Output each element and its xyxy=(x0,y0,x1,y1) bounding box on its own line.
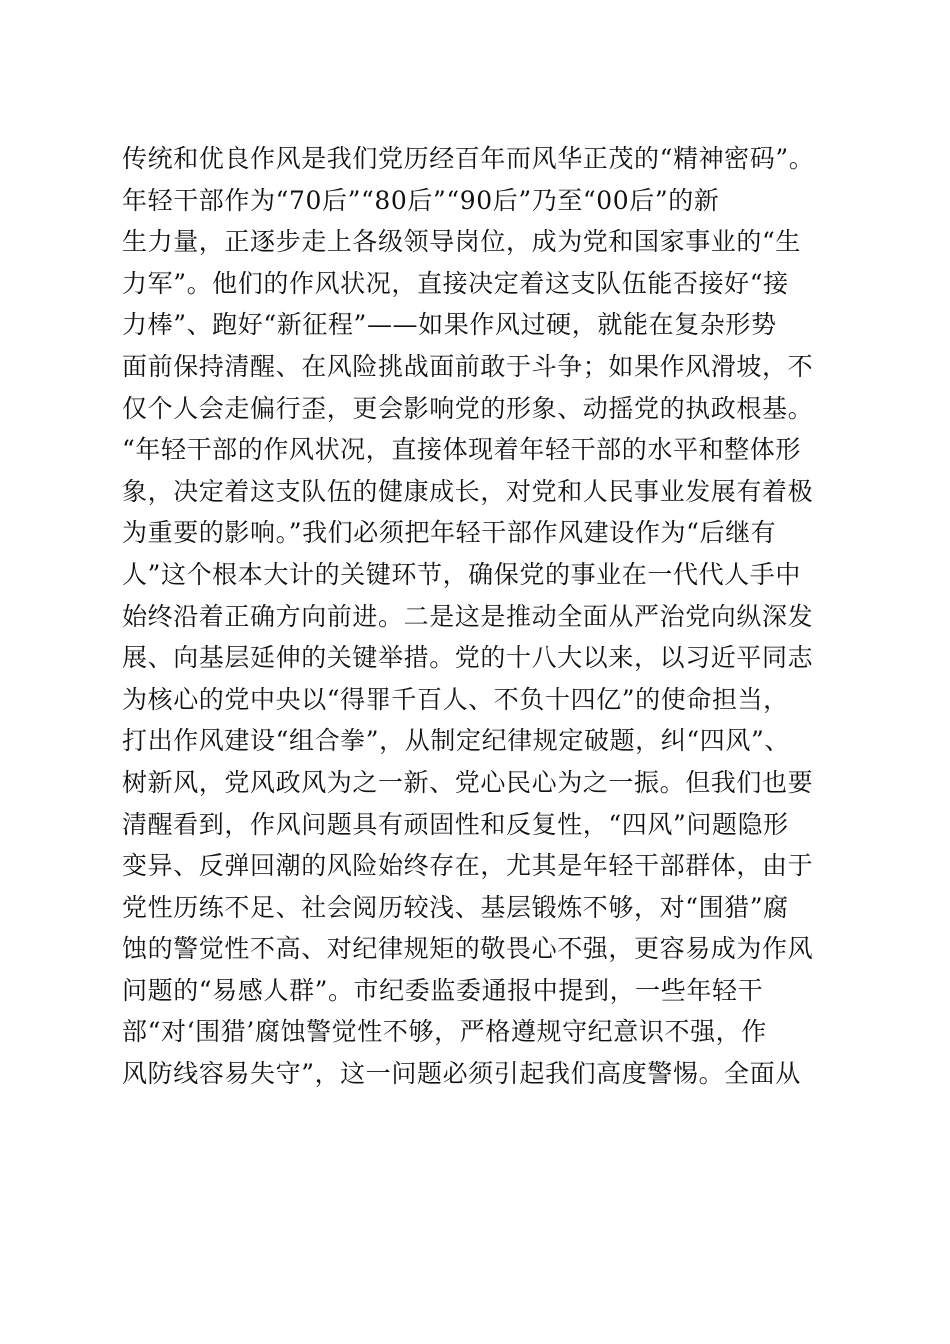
body-text xyxy=(122,138,832,1095)
text-line-19: 党性历练不足、社会阅历较浅、基层锻炼不够，对“围猎”腐 xyxy=(122,892,789,922)
text-line-20: 蚀的警觉性不高、对纪律规矩的敬畏心不强，更容易成为作风 xyxy=(122,934,814,964)
text-line-13: 展、向基层延伸的关键举措。党的十八大以来，以习近平同志 xyxy=(122,643,814,673)
text-line-6: 面前保持清醒、在风险挑战面前敢于斗争；如果作风滑坡，不 xyxy=(122,351,814,381)
text-line-18: 变异、反弹回潮的风险始终存在，尤其是年轻干部群体，由于 xyxy=(122,851,814,881)
text-line-5: 力棒”、跑好“新征程”——如果作风过硬，就能在复杂形势 xyxy=(122,310,777,340)
text-line-7: 仅个人会走偏行歪，更会影响党的形象、动摇党的执政根基。 xyxy=(122,393,814,423)
text-line-22: 部“对‘围猎’腐蚀警觉性不够，严格遵规守纪意识不强，作 xyxy=(122,1017,767,1047)
text-line-10: 为重要的影响。”我们必须把年轻干部作风建设作为“后继有 xyxy=(122,518,777,548)
text-line-2: 年轻干部作为“70后”“80后”“90后”乃至“00后”的新 xyxy=(122,185,720,215)
text-line-21: 问题的“易感人群”。市纪委监委通报中提到，一些年轻干 xyxy=(122,975,764,1005)
text-line-9: 象，决定着这支队伍的健康成长，对党和人民事业发展有着极 xyxy=(122,476,814,506)
text-line-17: 清醒看到，作风问题具有顽固性和反复性，“四风”问题隐形 xyxy=(122,809,789,839)
text-line-1: 传统和优良作风是我们党历经百年而风华正茂的“精神密码”。 xyxy=(122,144,815,173)
text-line-12: 始终沿着正确方向前进。二是这是推动全面从严治党向纵深发 xyxy=(122,601,814,631)
text-line-16: 树新风，党风政风为之一新、党心民心为之一振。但我们也要 xyxy=(122,767,814,797)
text-line-4: 力军”。他们的作风状况，直接决定着这支队伍能否接好“接 xyxy=(122,268,789,298)
text-line-11: 人”这个根本大计的关键环节，确保党的事业在一代代人手中 xyxy=(122,559,801,589)
text-line-15: 打出作风建设“组合拳”，从制定纪律规定破题，纠“四风”、 xyxy=(122,726,790,756)
text-line-14: 为核心的党中央以“得罪千百人、不负十四亿”的使命担当， xyxy=(122,684,789,714)
text-line-3: 生力量，正逐步走上各级领导岗位，成为党和国家事业的“生 xyxy=(122,227,801,257)
text-line-8: “年轻干部的作风状况，直接体现着年轻干部的水平和整体形 xyxy=(122,435,801,465)
text-line-23: 风防线容易失守”，这一问题必须引起我们高度警惕。全面从 xyxy=(122,1059,801,1089)
